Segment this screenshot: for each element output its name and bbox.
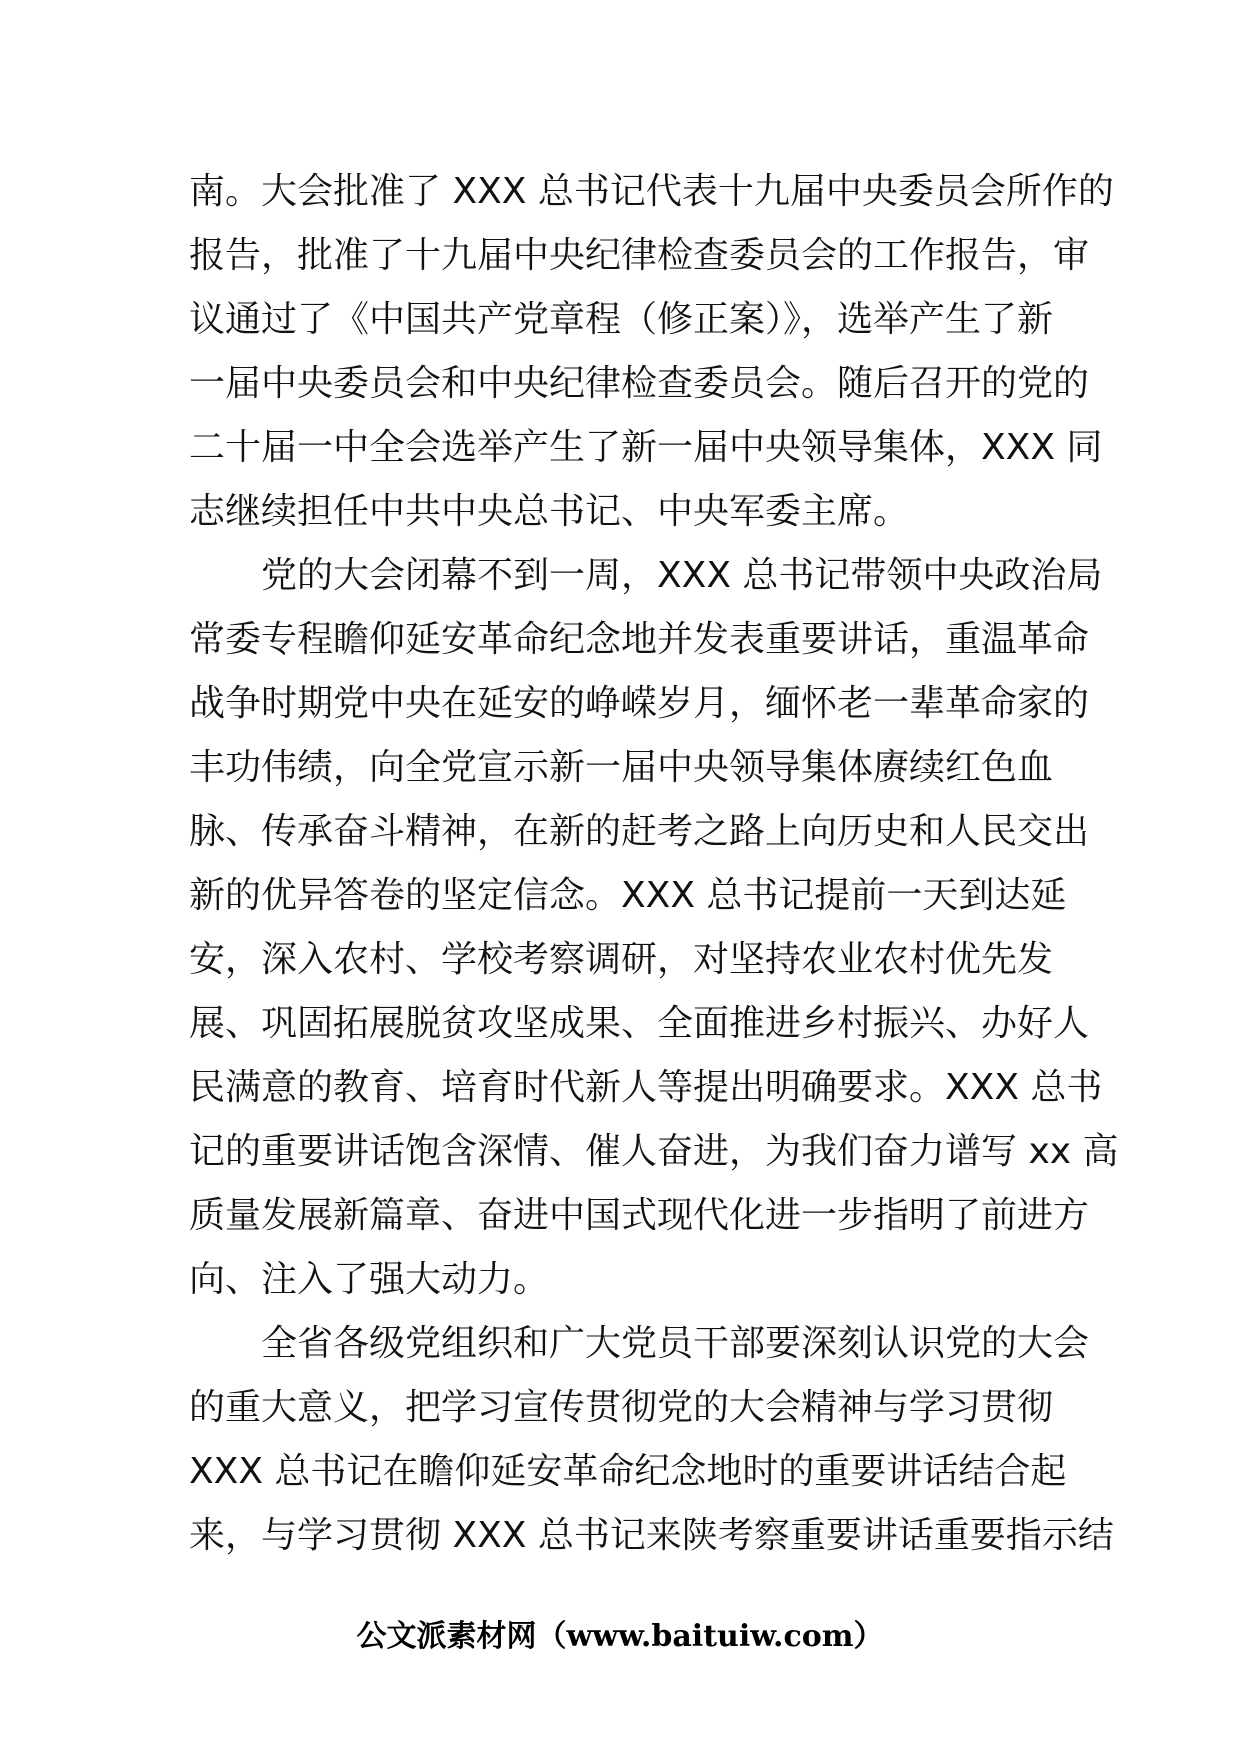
text-line: 战争时期党中央在延安的峥嵘岁月，缅怀老一辈革命家的: [189, 683, 1090, 724]
text-line: 党的大会闭幕不到一周，XXX 总书记带领中央政治局: [189, 555, 1103, 596]
text-line: 全省各级党组织和广大党员干部要深刻认识党的大会: [189, 1323, 1090, 1364]
text-line: 脉、传承奋斗精神，在新的赶考之路上向历史和人民交出: [189, 811, 1090, 852]
text-line: 新的优异答卷的坚定信念。XXX 总书记提前一天到达延: [189, 875, 1067, 916]
text-line: XXX 总书记在瞻仰延安革命纪念地时的重要讲话结合起: [189, 1451, 1067, 1492]
text-line: 向、注入了强大动力。: [189, 1259, 550, 1300]
text-line: 二十届一中全会选举产生了新一届中央领导集体，XXX 同: [189, 427, 1103, 468]
text-line: 来，与学习贯彻 XXX 总书记来陕考察重要讲话重要指示结: [189, 1515, 1114, 1556]
text-line: 展、巩固拓展脱贫攻坚成果、全面推进乡村振兴、办好人: [189, 1003, 1090, 1044]
text-line: 的重大意义，把学习宣传贯彻党的大会精神与学习贯彻: [189, 1387, 1054, 1428]
text-line: 一届中央委员会和中央纪律检查委员会。随后召开的党的: [189, 363, 1090, 404]
text-line: 南。大会批准了 XXX 总书记代表十九届中央委员会所作的: [189, 171, 1114, 212]
text-line: 常委专程瞻仰延安革命纪念地并发表重要讲话，重温革命: [189, 619, 1090, 660]
text-line: 民满意的教育、培育时代新人等提出明确要求。XXX 总书: [189, 1067, 1103, 1108]
text-line: 丰功伟绩，向全党宣示新一届中央领导集体赓续红色血: [189, 747, 1054, 788]
footer-watermark: 公文派素材网（www.baituiw.com）: [356, 1619, 884, 1654]
text-line: 安，深入农村、学校考察调研，对坚持农业农村优先发: [189, 939, 1054, 980]
text-line: 记的重要讲话饱含深情、催人奋进，为我们奋力谱写 xx 高: [189, 1131, 1119, 1172]
text-line: 报告，批准了十九届中央纪律检查委员会的工作报告，审: [189, 235, 1090, 276]
text-line: 志继续担任中共中央总书记、中央军委主席。: [189, 491, 910, 532]
text-line: 质量发展新篇章、奋进中国式现代化进一步指明了前进方: [189, 1195, 1090, 1236]
text-line: 议通过了《中国共产党章程（修正案）》，选举产生了新: [189, 299, 1054, 340]
